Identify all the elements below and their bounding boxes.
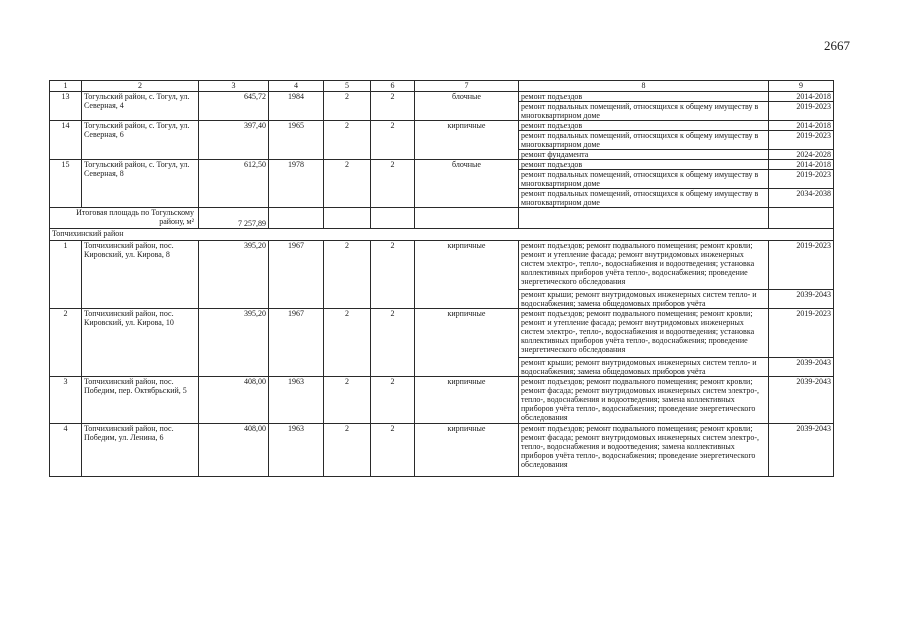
- table-row: [50, 92, 834, 102]
- address-cell: Топчихинский район, пос. Кировский, ул. Кирова, 8: [82, 241, 199, 309]
- period-cell: 2039-2043: [769, 290, 834, 309]
- work-cell: ремонт подъездов; ремонт подвального помещения; ремонт кровли; ремонт фасада; ремонт внутридомовых инженерных систем электро-, тепло-, водоснабжения и водоотведения; замена коллективных приборов учёта тепло-, водоснабжения; проведение энергетического обследования: [519, 424, 769, 477]
- work-cell: ремонт крыши; ремонт внутридомовых инженерных систем тепло- и водоснабжения; замена общедомовых приборов учёта: [519, 290, 769, 309]
- year-cell: 1978: [269, 160, 324, 208]
- total-label: Итоговая площадь по Тогульскому району, м²: [50, 208, 199, 229]
- area-cell: 645,72: [199, 92, 269, 121]
- year-cell: 1965: [269, 121, 324, 160]
- column-header: 8: [519, 81, 769, 92]
- period-cell: 2019-2023: [769, 131, 834, 150]
- work-cell: ремонт подвальных помещений, относящихся к общему имуществу в многоквартирном доме: [519, 170, 769, 189]
- floors-cell: 2: [324, 424, 371, 477]
- floors-cell: 2: [324, 92, 371, 121]
- material-cell: кирпичные: [415, 377, 519, 424]
- row-number: 4: [50, 424, 82, 477]
- table-row: [50, 121, 834, 131]
- floors-cell: 2: [324, 309, 371, 377]
- address-cell: Топчихинский район, пос. Победим, ул. Ленина, 6: [82, 424, 199, 477]
- floors-cell: 2: [324, 160, 371, 208]
- row-number: 13: [50, 92, 82, 121]
- material-cell: кирпичные: [415, 121, 519, 160]
- entrances-cell: 2: [371, 241, 415, 309]
- table-row: [50, 377, 834, 424]
- column-header: 4: [269, 81, 324, 92]
- table-row: [50, 424, 834, 477]
- entrances-cell: 2: [371, 160, 415, 208]
- work-cell: ремонт подъездов: [519, 160, 769, 170]
- column-header: 7: [415, 81, 519, 92]
- entrances-cell: 2: [371, 121, 415, 160]
- work-cell: ремонт подвальных помещений, относящихся к общему имуществу в многоквартирном доме: [519, 189, 769, 208]
- work-cell: ремонт фундамента: [519, 150, 769, 160]
- period-cell: 2019-2023: [769, 241, 834, 290]
- work-cell: ремонт подъездов; ремонт подвального помещения; ремонт кровли; ремонт и утепление фасада; ремонт внутридомовых инженерных систем электро-, тепло-, водоснабжения и водоотведения; установка коллективных приборов учёта тепло-, водоснабжения; проведение энергетического обследования: [519, 309, 769, 358]
- period-cell: 2014-2018: [769, 160, 834, 170]
- address-cell: Тогульский район, с. Тогул, ул. Северная, 6: [82, 121, 199, 160]
- area-cell: 397,40: [199, 121, 269, 160]
- column-header: 6: [371, 81, 415, 92]
- period-cell: 2039-2043: [769, 424, 834, 477]
- address-cell: Топчихинский район, пос. Победим, пер. Октябрьский, 5: [82, 377, 199, 424]
- year-cell: 1967: [269, 241, 324, 309]
- period-cell: 2014-2018: [769, 121, 834, 131]
- address-cell: Тогульский район, с. Тогул, ул. Северная, 8: [82, 160, 199, 208]
- total-row: [50, 208, 834, 229]
- address-cell: Топчихинский район, пос. Кировский, ул. Кирова, 10: [82, 309, 199, 377]
- floors-cell: 2: [324, 121, 371, 160]
- work-cell: ремонт подъездов: [519, 92, 769, 102]
- row-number: 1: [50, 241, 82, 309]
- table-row: [50, 241, 834, 290]
- period-cell: 2034-2038: [769, 189, 834, 208]
- work-cell: ремонт подвальных помещений, относящихся к общему имуществу в многоквартирном доме: [519, 102, 769, 121]
- year-cell: 1963: [269, 377, 324, 424]
- floors-cell: 2: [324, 377, 371, 424]
- period-cell: 2024-2028: [769, 150, 834, 160]
- work-cell: ремонт подвальных помещений, относящихся к общему имуществу в многоквартирном доме: [519, 131, 769, 150]
- entrances-cell: 2: [371, 92, 415, 121]
- period-cell: 2019-2023: [769, 102, 834, 121]
- year-cell: 1963: [269, 424, 324, 477]
- page-number: 2667: [824, 38, 850, 53]
- material-cell: блочные: [415, 160, 519, 208]
- row-number: 14: [50, 121, 82, 160]
- area-cell: 408,00: [199, 377, 269, 424]
- work-cell: ремонт подъездов: [519, 121, 769, 131]
- entrances-cell: 2: [371, 424, 415, 477]
- floors-cell: 2: [324, 241, 371, 309]
- year-cell: 1967: [269, 309, 324, 377]
- work-cell: ремонт подъездов; ремонт подвального помещения; ремонт кровли; ремонт фасада; ремонт внутридомовых инженерных систем электро-, тепло-, водоснабжения и водоотведения; замена коллективных приборов учёта тепло-, водоснабжения; проведение энергетического обследования: [519, 377, 769, 424]
- period-cell: 2019-2023: [769, 309, 834, 358]
- column-header: 5: [324, 81, 371, 92]
- period-cell: 2039-2043: [769, 358, 834, 377]
- row-number: 3: [50, 377, 82, 424]
- table-row: [50, 309, 834, 358]
- district-header: Топчихинский район: [50, 229, 834, 241]
- header-row: [50, 81, 834, 92]
- housing-repair-table: [49, 80, 834, 477]
- area-cell: 395,20: [199, 309, 269, 377]
- year-cell: 1984: [269, 92, 324, 121]
- material-cell: кирпичные: [415, 309, 519, 377]
- work-cell: ремонт крыши; ремонт внутридомовых инженерных систем тепло- и водоснабжения; замена общедомовых приборов учёта: [519, 358, 769, 377]
- district-row: [50, 229, 834, 241]
- period-cell: 2019-2023: [769, 170, 834, 189]
- column-header: 3: [199, 81, 269, 92]
- period-cell: 2014-2018: [769, 92, 834, 102]
- material-cell: кирпичные: [415, 241, 519, 309]
- column-header: 1: [50, 81, 82, 92]
- entrances-cell: 2: [371, 377, 415, 424]
- area-cell: 395,20: [199, 241, 269, 309]
- material-cell: кирпичные: [415, 424, 519, 477]
- column-header: 2: [82, 81, 199, 92]
- address-cell: Тогульский район, с. Тогул, ул. Северная, 4: [82, 92, 199, 121]
- work-cell: ремонт подъездов; ремонт подвального помещения; ремонт кровли; ремонт и утепление фасада; ремонт внутридомовых инженерных систем электро-, тепло-, водоснабжения и водоотведения; установка коллективных приборов учёта тепло-, водоснабжения; проведение энергетического обследования: [519, 241, 769, 290]
- area-cell: 408,00: [199, 424, 269, 477]
- row-number: 15: [50, 160, 82, 208]
- table-row: [50, 160, 834, 170]
- column-header: 9: [769, 81, 834, 92]
- period-cell: 2039-2043: [769, 377, 834, 424]
- total-value: 7 257,89: [199, 208, 269, 229]
- area-cell: 612,50: [199, 160, 269, 208]
- entrances-cell: 2: [371, 309, 415, 377]
- material-cell: блочные: [415, 92, 519, 121]
- row-number: 2: [50, 309, 82, 377]
